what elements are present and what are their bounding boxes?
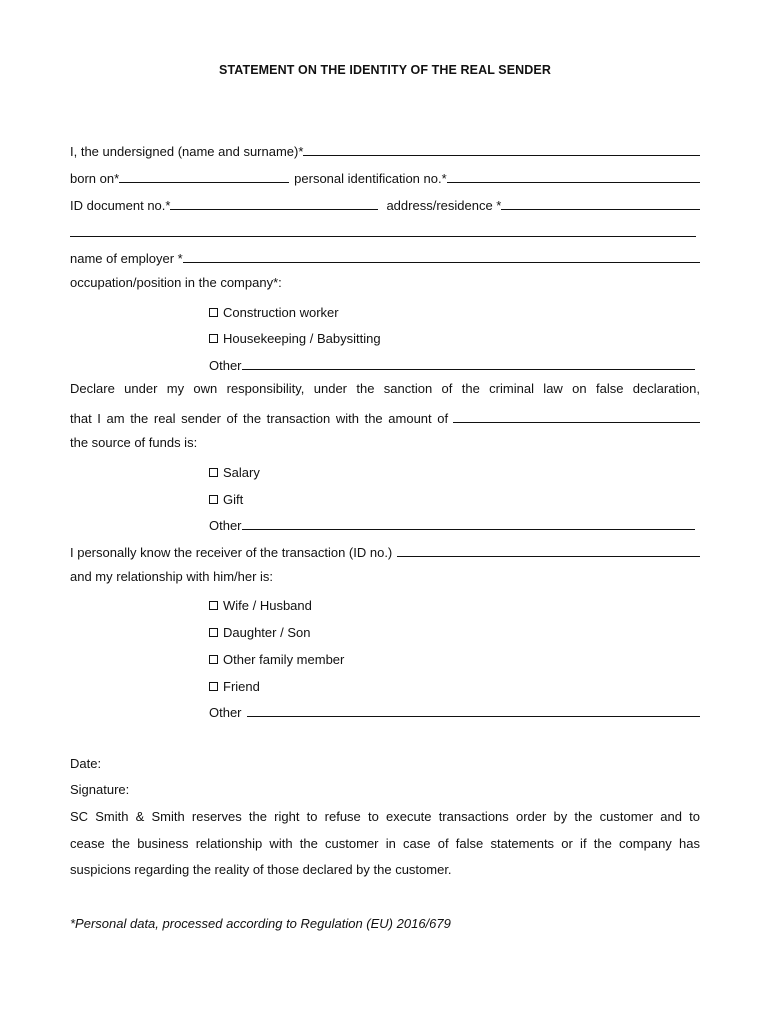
declaration-line-1: Declare under my own responsibility, under the sanction of the criminal law on false declaration, bbox=[70, 381, 700, 396]
option-label: Gift bbox=[223, 492, 244, 507]
option-label: Friend bbox=[223, 679, 260, 694]
date-label: Date: bbox=[70, 756, 102, 771]
checkbox-salary[interactable] bbox=[209, 468, 218, 477]
relationship-other-row bbox=[209, 702, 700, 720]
checkbox-friend[interactable] bbox=[209, 682, 218, 691]
address-continuation-field[interactable] bbox=[70, 223, 696, 237]
funds-option-salary bbox=[209, 462, 700, 480]
option-label: Salary bbox=[223, 465, 260, 480]
pin-field[interactable] bbox=[447, 169, 700, 183]
option-label: Other family member bbox=[223, 652, 345, 667]
occupation-other-field[interactable] bbox=[242, 356, 695, 370]
receiver-label: I personally know the receiver of the transaction (ID no.) bbox=[70, 545, 393, 560]
checkbox-construction-worker[interactable] bbox=[209, 308, 218, 317]
relationship-option-spouse bbox=[209, 595, 700, 613]
birth-pin-row bbox=[70, 168, 700, 186]
born-label: born on* bbox=[70, 171, 120, 186]
funds-option-gift bbox=[209, 489, 700, 507]
address-label: address/residence * bbox=[386, 198, 502, 213]
amount-field[interactable] bbox=[453, 409, 700, 423]
other-label: Other bbox=[209, 705, 242, 720]
id-address-row bbox=[70, 195, 700, 213]
funds-label: the source of funds is: bbox=[70, 435, 198, 450]
funds-other-row bbox=[209, 515, 695, 533]
occupation-label: occupation/position in the company*: bbox=[70, 275, 282, 290]
other-label: Other bbox=[209, 358, 242, 373]
checkbox-daughter-son[interactable] bbox=[209, 628, 218, 637]
option-label: Wife / Husband bbox=[223, 598, 312, 613]
checkbox-gift[interactable] bbox=[209, 495, 218, 504]
declaration-line-2: that I am the real sender of the transaction with the amount of bbox=[70, 411, 449, 426]
relationship-option-family bbox=[209, 649, 700, 667]
address-continuation-row bbox=[70, 222, 696, 240]
checkbox-housekeeping[interactable] bbox=[209, 334, 218, 343]
amount-row bbox=[70, 408, 700, 426]
option-label: Construction worker bbox=[223, 305, 339, 320]
birth-date-field[interactable] bbox=[119, 169, 289, 183]
funds-other-field[interactable] bbox=[242, 516, 695, 530]
pin-label: personal identification no.* bbox=[294, 171, 447, 186]
other-label: Other bbox=[209, 518, 242, 533]
checkbox-other-family-member[interactable] bbox=[209, 655, 218, 664]
occupation-option-construction bbox=[209, 302, 700, 320]
signature-label: Signature: bbox=[70, 782, 130, 797]
relationship-label: and my relationship with him/her is: bbox=[70, 569, 274, 584]
occupation-option-housekeeping bbox=[209, 328, 700, 346]
name-field[interactable] bbox=[303, 142, 700, 156]
address-field[interactable] bbox=[501, 196, 700, 210]
option-label: Housekeeping / Babysitting bbox=[223, 331, 381, 346]
name-label: I, the undersigned (name and surname)* bbox=[70, 144, 304, 159]
employer-row bbox=[70, 248, 700, 266]
checkbox-wife-husband[interactable] bbox=[209, 601, 218, 610]
employer-label: name of employer * bbox=[70, 251, 183, 266]
relationship-option-child bbox=[209, 622, 700, 640]
disclaimer-line-1: SC Smith & Smith reserves the right to refuse to execute transactions order by the customer and to bbox=[70, 809, 700, 824]
employer-field[interactable] bbox=[183, 249, 700, 263]
occupation-other-row bbox=[209, 355, 695, 373]
relationship-other-field[interactable] bbox=[247, 703, 700, 717]
option-label: Daughter / Son bbox=[223, 625, 311, 640]
id-document-field[interactable] bbox=[170, 196, 378, 210]
receiver-row bbox=[70, 542, 700, 560]
name-row bbox=[70, 141, 700, 159]
disclaimer-line-3: suspicions regarding the reality of those declared by the customer. bbox=[70, 862, 452, 877]
id-document-label: ID document no.* bbox=[70, 198, 171, 213]
page-title: STATEMENT ON THE IDENTITY OF THE REAL SENDER bbox=[219, 63, 551, 77]
footnote: *Personal data, processed according to Regulation (EU) 2016/679 bbox=[70, 916, 451, 931]
relationship-option-friend bbox=[209, 676, 700, 694]
receiver-id-field[interactable] bbox=[397, 543, 700, 557]
disclaimer-line-2: cease the business relationship with the customer in case of false statements or if the company has bbox=[70, 836, 700, 851]
